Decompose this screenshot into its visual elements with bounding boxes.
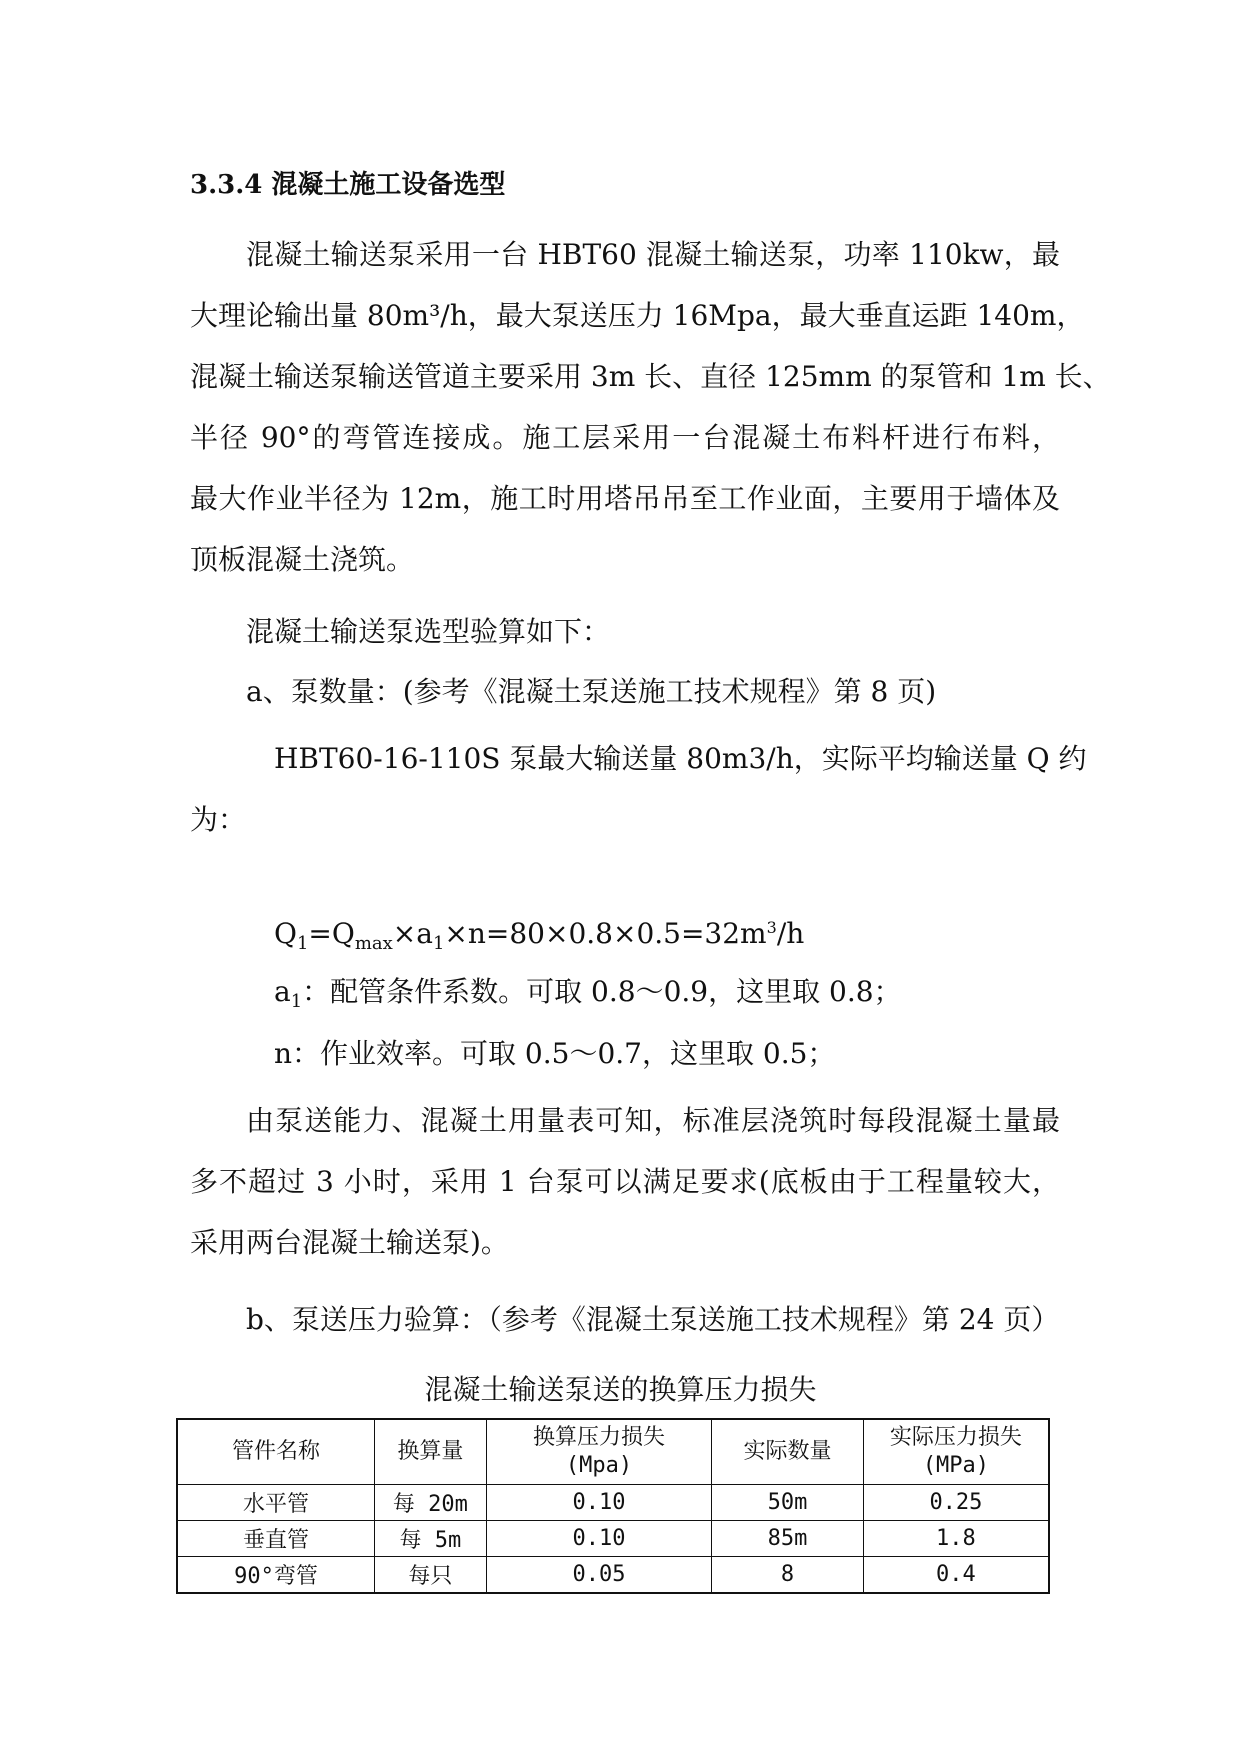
- paragraph-line: 大理论输出量 80m³/h，最大泵送压力 16Mpa，最大垂直运距 140m，: [190, 299, 1085, 332]
- table-row: [177, 1557, 1049, 1594]
- paragraph-line: 混凝土输送泵采用一台 HBT60 混凝土输送泵，功率 110kw，最: [246, 238, 1060, 271]
- table-cell: 0.25: [863, 1485, 1049, 1521]
- table-cell: 0.4: [863, 1557, 1049, 1594]
- header-cell: 实际数量: [712, 1419, 864, 1485]
- table-cell: 水平管: [177, 1485, 374, 1521]
- definition-n: n：作业效率。可取 0.5～0.7，这里取 0.5；: [274, 1037, 836, 1070]
- table-cell: 85m: [712, 1521, 864, 1557]
- paragraph-line: 半径 90°的弯管连接成。施工层采用一台混凝土布料杆进行布料，: [190, 421, 1060, 454]
- paragraph-line: 多不超过 3 小时，采用 1 台泵可以满足要求(底板由于工程量较大，: [190, 1165, 1060, 1198]
- formula-q1: $Q_1=Q_{max}\times a_1\times n=80\times 0.8\times 0.5=32m^3/h$: [274, 917, 805, 954]
- table-row: [177, 1521, 1049, 1557]
- header-cell: 管件名称: [177, 1419, 374, 1485]
- item-a-pump-count: a、泵数量：(参考《混凝土泵送施工技术规程》第 8 页): [246, 675, 937, 708]
- table-cell: 每 5m: [374, 1521, 486, 1557]
- paragraph-pump-description: [190, 224, 1111, 590]
- table-cell: 0.10: [486, 1521, 711, 1557]
- table-cell: 每 20m: [374, 1485, 486, 1521]
- paragraph-line: HBT60-16-110S 泵最大输送量 80m3/h，实际平均输送量 Q 约: [274, 742, 1087, 775]
- paragraph-line: 混凝土输送泵输送管道主要采用 3m 长、直径 125mm 的泵管和 1m 长、: [190, 360, 1111, 393]
- paragraph-capacity: [190, 1090, 1060, 1273]
- table-cell: 90°弯管: [177, 1557, 374, 1594]
- table-cell: 50m: [712, 1485, 864, 1521]
- table-cell: 垂直管: [177, 1521, 374, 1557]
- header-cell: 换算压力损失 (Mpa): [486, 1419, 711, 1485]
- table-cell: 0.05: [486, 1557, 711, 1594]
- paragraph-line: 由泵送能力、混凝土用量表可知，标准层浇筑时每段混凝土量最: [246, 1104, 1060, 1137]
- definition-a1: $a_1$：配管条件系数。可取 0.8～0.9，这里取 0.8；: [274, 975, 902, 1012]
- table-cell: 8: [712, 1557, 864, 1594]
- item-b-pressure-check: b、泵送压力验算：（参考《混凝土泵送施工技术规程》第 24 页）: [246, 1303, 1060, 1336]
- paragraph-line: 为：: [190, 803, 247, 836]
- paragraph-line: 最大作业半径为 12m，施工时用塔吊吊至工作业面，主要用于墙体及: [190, 482, 1060, 515]
- paragraph-line: 采用两台混凝土输送泵)。: [190, 1226, 509, 1259]
- table-cell: 每只: [374, 1557, 486, 1594]
- table-header-row: [177, 1419, 1049, 1485]
- header-cell: 换算量: [374, 1419, 486, 1485]
- table-cell: 1.8: [863, 1521, 1049, 1557]
- table-row: [177, 1485, 1049, 1521]
- pressure-loss-table: [176, 1418, 1050, 1594]
- table-cell: 0.10: [486, 1485, 711, 1521]
- calc-intro: 混凝土输送泵选型验算如下：: [246, 615, 611, 648]
- table-caption: 混凝土输送泵送的换算压力损失: [424, 1373, 817, 1406]
- paragraph-output: [190, 728, 1087, 850]
- header-cell: 实际压力损失 (MPa): [863, 1419, 1049, 1485]
- paragraph-line: 顶板混凝土浇筑。: [190, 543, 415, 576]
- section-heading: 3.3.4 混凝土施工设备选型: [190, 170, 506, 200]
